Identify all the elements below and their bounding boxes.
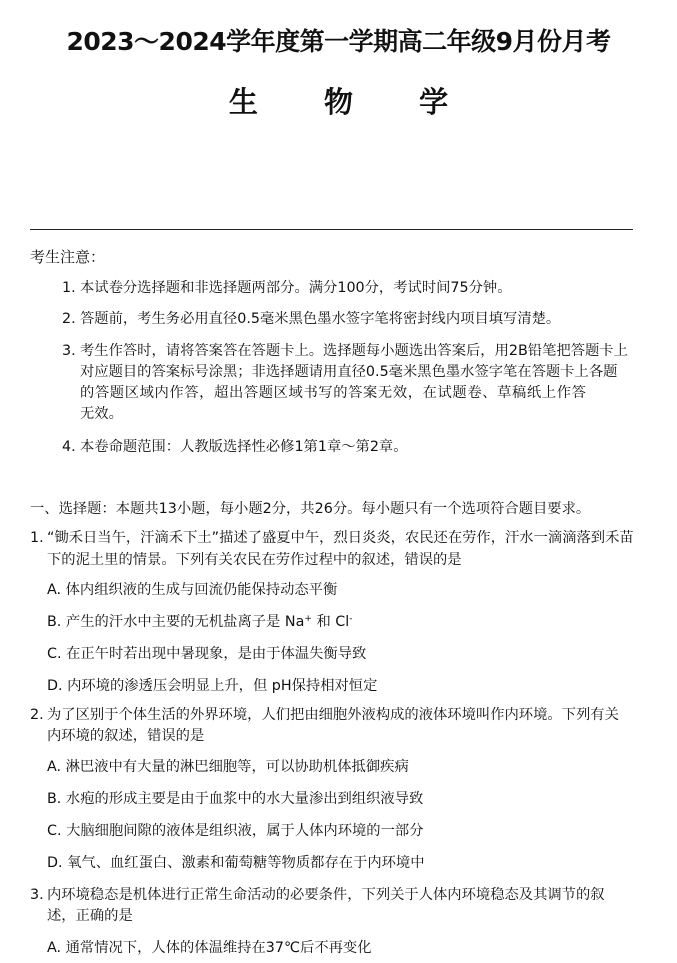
question-3-stem-line-1: 内环境稳态是机体进行正常生命活动的必要条件，下列关于人体内环境稳态及其调节的叙 [47, 887, 605, 903]
question-3-num: 3. [30, 887, 44, 903]
question-2-option-c: C. 大脑细胞间隙的液体是组织液，属于人体内环境的一部分 [47, 823, 424, 839]
sodium-charge: + [304, 614, 312, 624]
notice-item-3-line-3: 的答题区域内作答，超出答题区域书写的答案无效，在试题卷、草稿纸上作答 [80, 385, 587, 401]
header-divider [30, 229, 633, 230]
question-1-option-b-mid: 和 Cl [311, 614, 350, 630]
question-1-num: 1. [30, 530, 44, 546]
notice-item-4-line: 本卷命题范围：人教版选择性必修1第1章～第2章。 [80, 439, 408, 455]
question-2-option-d: D. 氧气、血红蛋白、激素和葡萄糖等物质都存在于内环境中 [47, 855, 425, 871]
notice-item-1-num: 1. [62, 280, 76, 296]
section-heading: 一、选择题：本题共13小题，每小题2分，共26分。每小题只有一个选项符合题目要求。 [30, 501, 591, 517]
notice-heading: 考生注意： [30, 248, 106, 266]
notice-item-2-num: 2. [62, 311, 76, 327]
question-1-option-b [47, 611, 353, 633]
exam-title-text: 2023～2024学年度第一学期高二年级9月份月考 [66, 27, 611, 56]
question-3-stem-line-2: 述，正确的是 [47, 908, 133, 924]
question-1-stem-line-1: “锄禾日当午，汗滴禾下土”描述了盛夏中午，烈日炎炎，农民还在劳作，汗水一滴滴落到禾苗 [47, 530, 634, 546]
notice-item-3-line-1: 考生作答时，请将答案答在答题卡上。选择题每小题选出答案后，用2B铅笔把答题卡上 [80, 343, 628, 359]
question-1-stem-line-2: 下的泥土里的情景。下列有关农民在劳作过程中的叙述，错误的是 [47, 552, 462, 568]
notice-item-3-num: 3. [62, 343, 76, 359]
exam-title [0, 22, 677, 58]
question-2-stem-line-1: 为了区别于个体生活的外界环境，人们把由细胞外液构成的液体环境叫作内环境。下列有关 [47, 707, 619, 723]
notice-item-3-line-2: 对应题目的答案标号涂黑；非选择题请用直径0.5毫米黑色墨水签字笔在答题卡上各题 [80, 364, 618, 380]
question-2-option-a: A. 淋巴液中有大量的淋巴细胞等，可以协助机体抵御疾病 [47, 759, 409, 775]
question-1-option-a: A. 体内组织液的生成与回流仍能保持动态平衡 [47, 582, 338, 598]
notice-item-1-line: 本试卷分选择题和非选择题两部分。满分100分，考试时间75分钟。 [80, 280, 512, 296]
question-1-option-c: C. 在正午时若出现中暑现象，是由于体温失衡导致 [47, 646, 367, 662]
notice-item-3-line-4: 无效。 [80, 406, 123, 422]
exam-subject: 生 物 学 [228, 85, 477, 119]
question-2-option-b: B. 水疱的形成主要是由于血浆中的水大量渗出到组织液导致 [47, 791, 424, 807]
notice-item-2-line: 答题前，考生务必用直径0.5毫米黑色墨水签字笔将密封线内项目填写清楚。 [80, 311, 561, 327]
chloride-charge: - [349, 614, 353, 624]
question-1-option-d: D. 内环境的渗透压会明显上升，但 pH保持相对恒定 [47, 678, 378, 694]
question-1-option-b-text: B. 产生的汗水中主要的无机盐离子是 Na [47, 614, 305, 630]
notice-item-4-num: 4. [62, 439, 76, 455]
question-2-num: 2. [30, 707, 44, 723]
question-3-option-a: A. 通常情况下，人体的体温维持在37℃后不再变化 [47, 940, 372, 956]
question-2-stem-line-2: 内环境的叙述，错误的是 [47, 728, 205, 744]
